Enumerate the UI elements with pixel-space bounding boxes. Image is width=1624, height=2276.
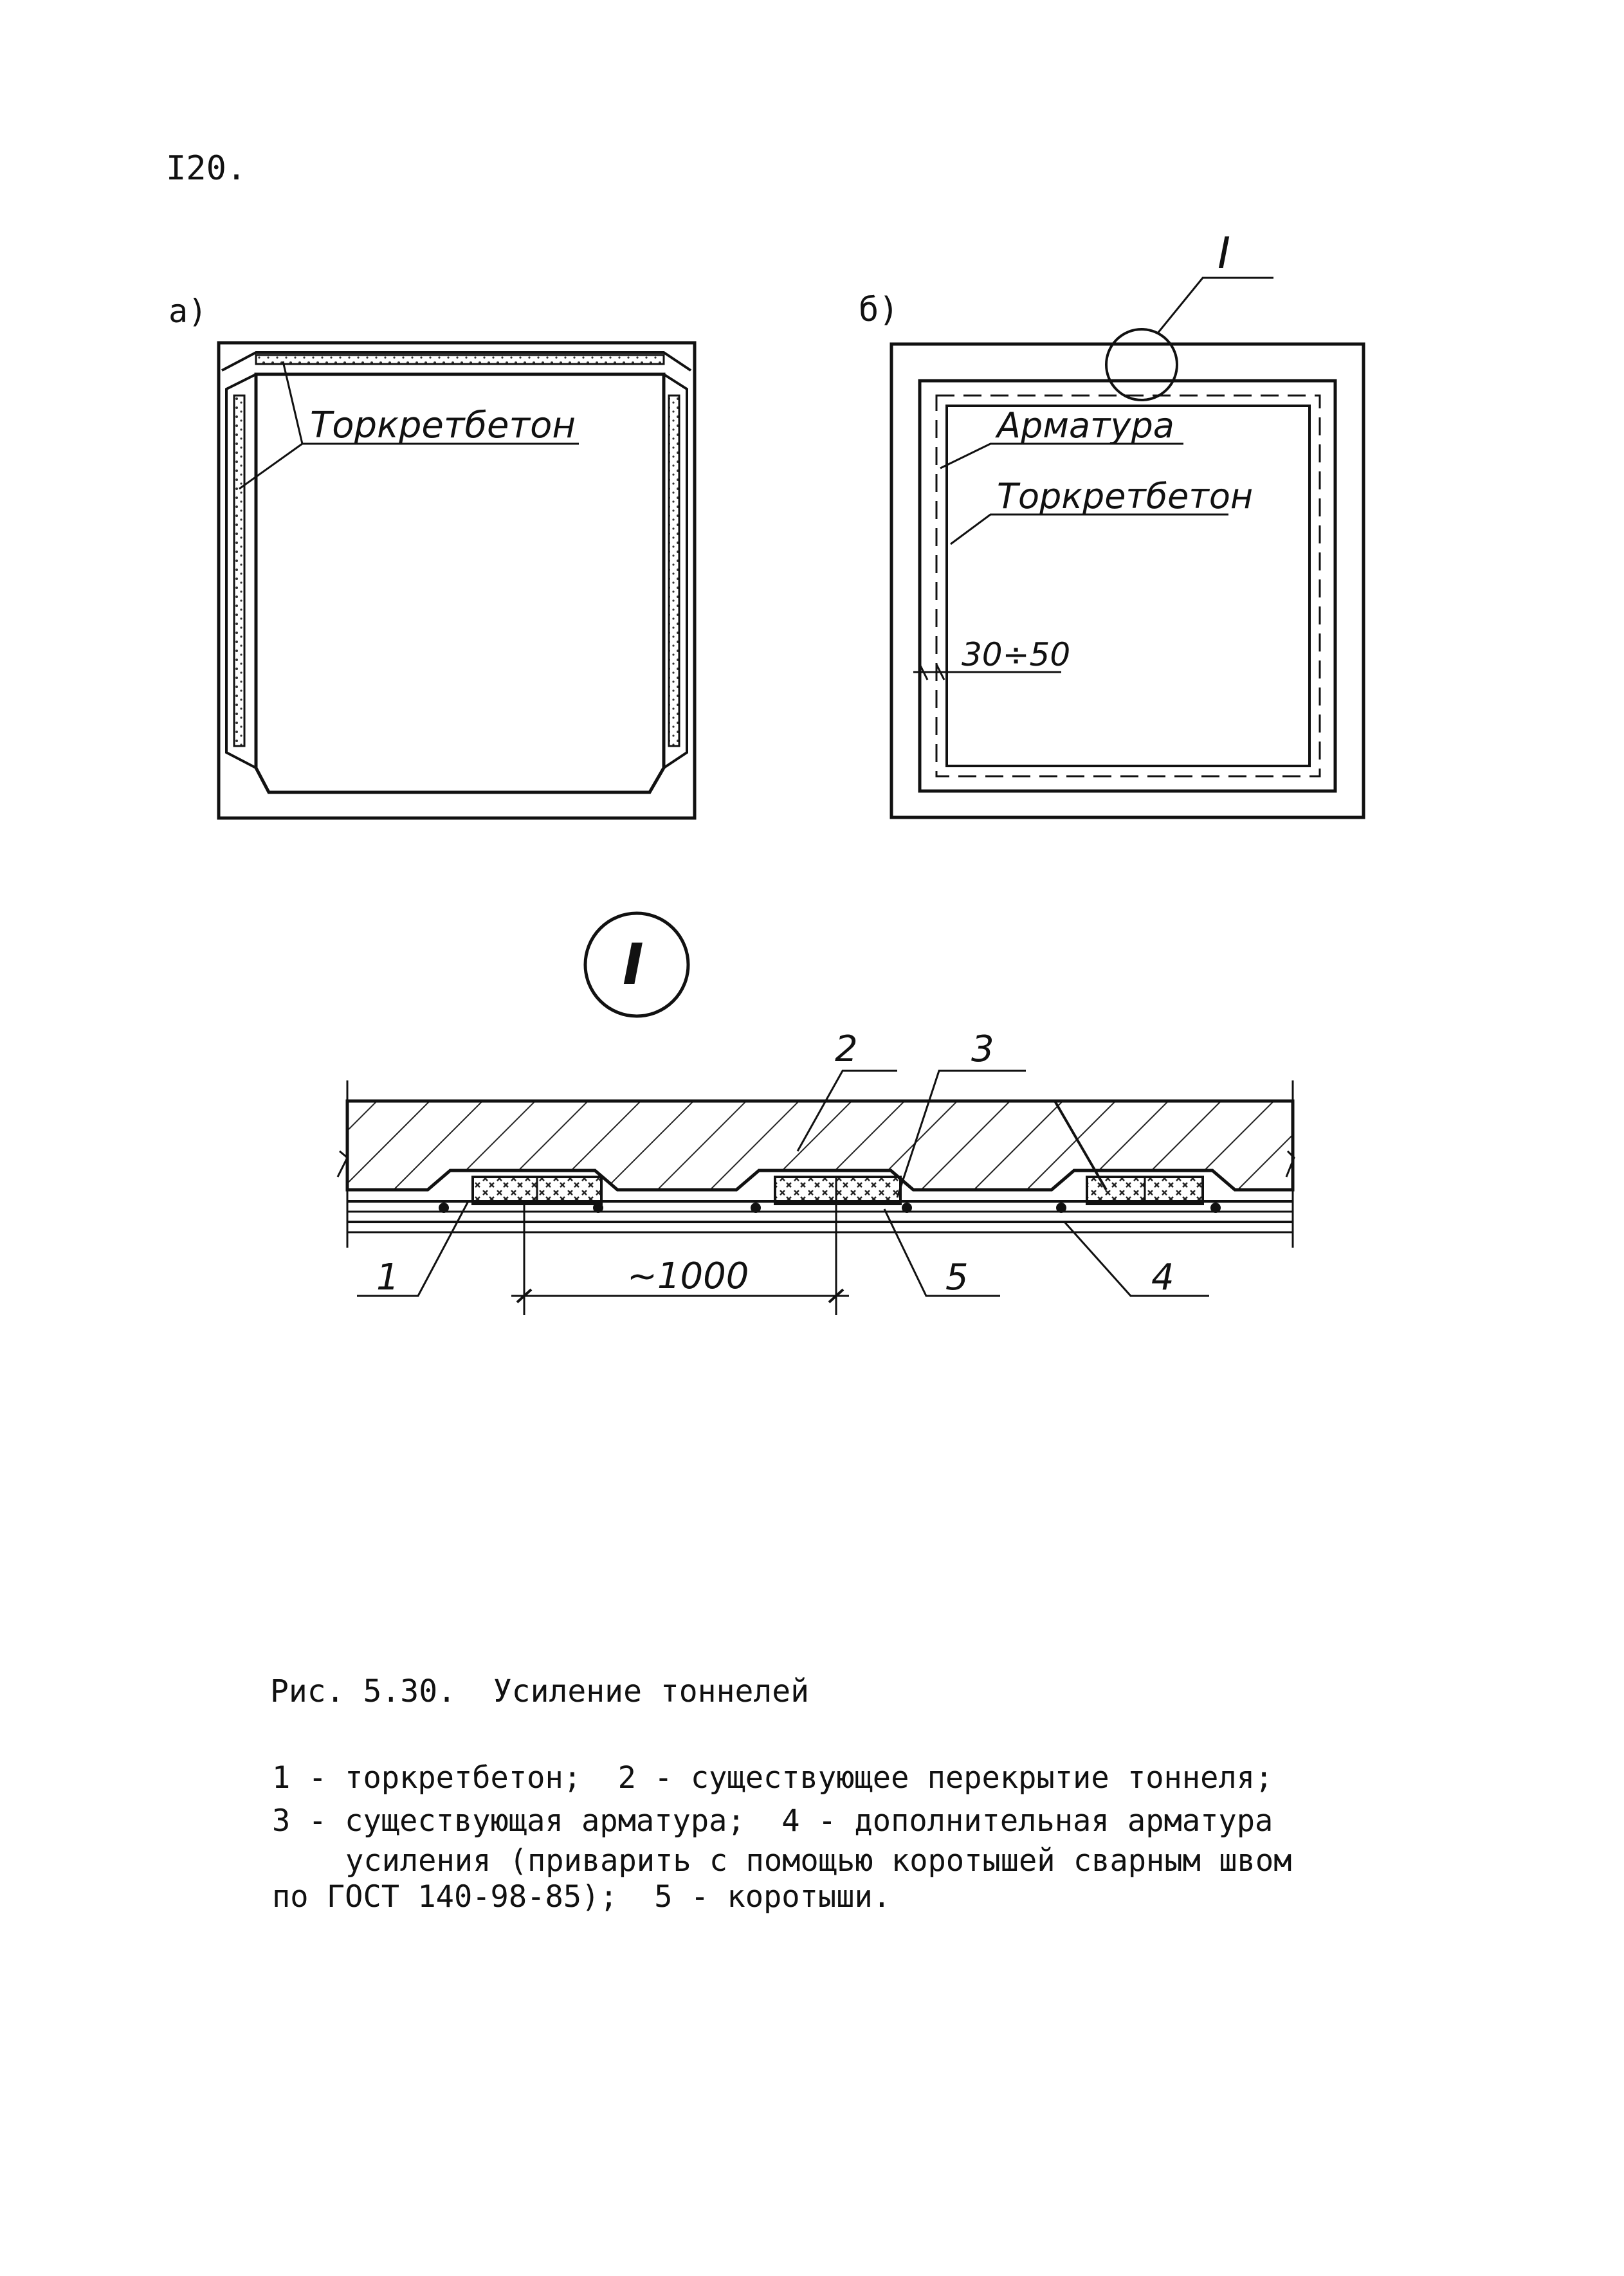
figure-a-label: а) — [169, 293, 208, 330]
legend-line-3: усиления (приварить с помощью коротышей сварным швом — [345, 1843, 1292, 1879]
page-number: I20. — [166, 149, 247, 188]
figure-caption: Рис. 5.30. Усиление тоннелей — [270, 1673, 810, 1709]
detail-callout-5: 5 — [945, 1257, 969, 1298]
figure-b-callout-rebar: Арматура — [997, 405, 1174, 446]
detail-dimension: ~1000 — [627, 1255, 749, 1297]
short-bar-2 — [775, 1177, 900, 1204]
top-shotcrete-layer — [256, 355, 664, 364]
figure-b-detail-marker: I — [1218, 228, 1231, 279]
detail-callout-2: 2 — [835, 1028, 858, 1070]
legend-line-1: 1 - торкретбетон; 2 - существующее перекрытие тоннеля; — [272, 1760, 1273, 1796]
figure-a-callout-shotcrete: Торкретбетон — [310, 405, 576, 446]
figure-b-dimension: 30÷50 — [962, 636, 1071, 673]
detail-callout-3: 3 — [971, 1028, 994, 1070]
legend-line-4: по ГОСТ 140-98-85); 5 - коротыши. — [272, 1879, 891, 1915]
figure-a-drawing — [219, 343, 695, 818]
figure-b-reinforcement-dashed — [936, 396, 1320, 776]
figure-b-label: б) — [859, 291, 899, 329]
detail-callout-1: 1 — [376, 1257, 399, 1298]
detail-callout-4: 4 — [1151, 1257, 1174, 1298]
detail-drawing — [338, 913, 1294, 1315]
figure-b-callout-shotcrete: Торкретбетон — [997, 476, 1254, 516]
detail-marker: I — [623, 931, 644, 997]
legend-line-2: 3 - существующая арматура; 4 - дополнительная арматура — [272, 1803, 1273, 1839]
figure-b-shotcrete-inner — [947, 406, 1309, 766]
left-shotcrete-layer — [234, 396, 244, 746]
detail-circle — [1106, 329, 1177, 400]
right-shotcrete-layer — [669, 396, 679, 746]
figure-b-drawing — [891, 228, 1364, 817]
